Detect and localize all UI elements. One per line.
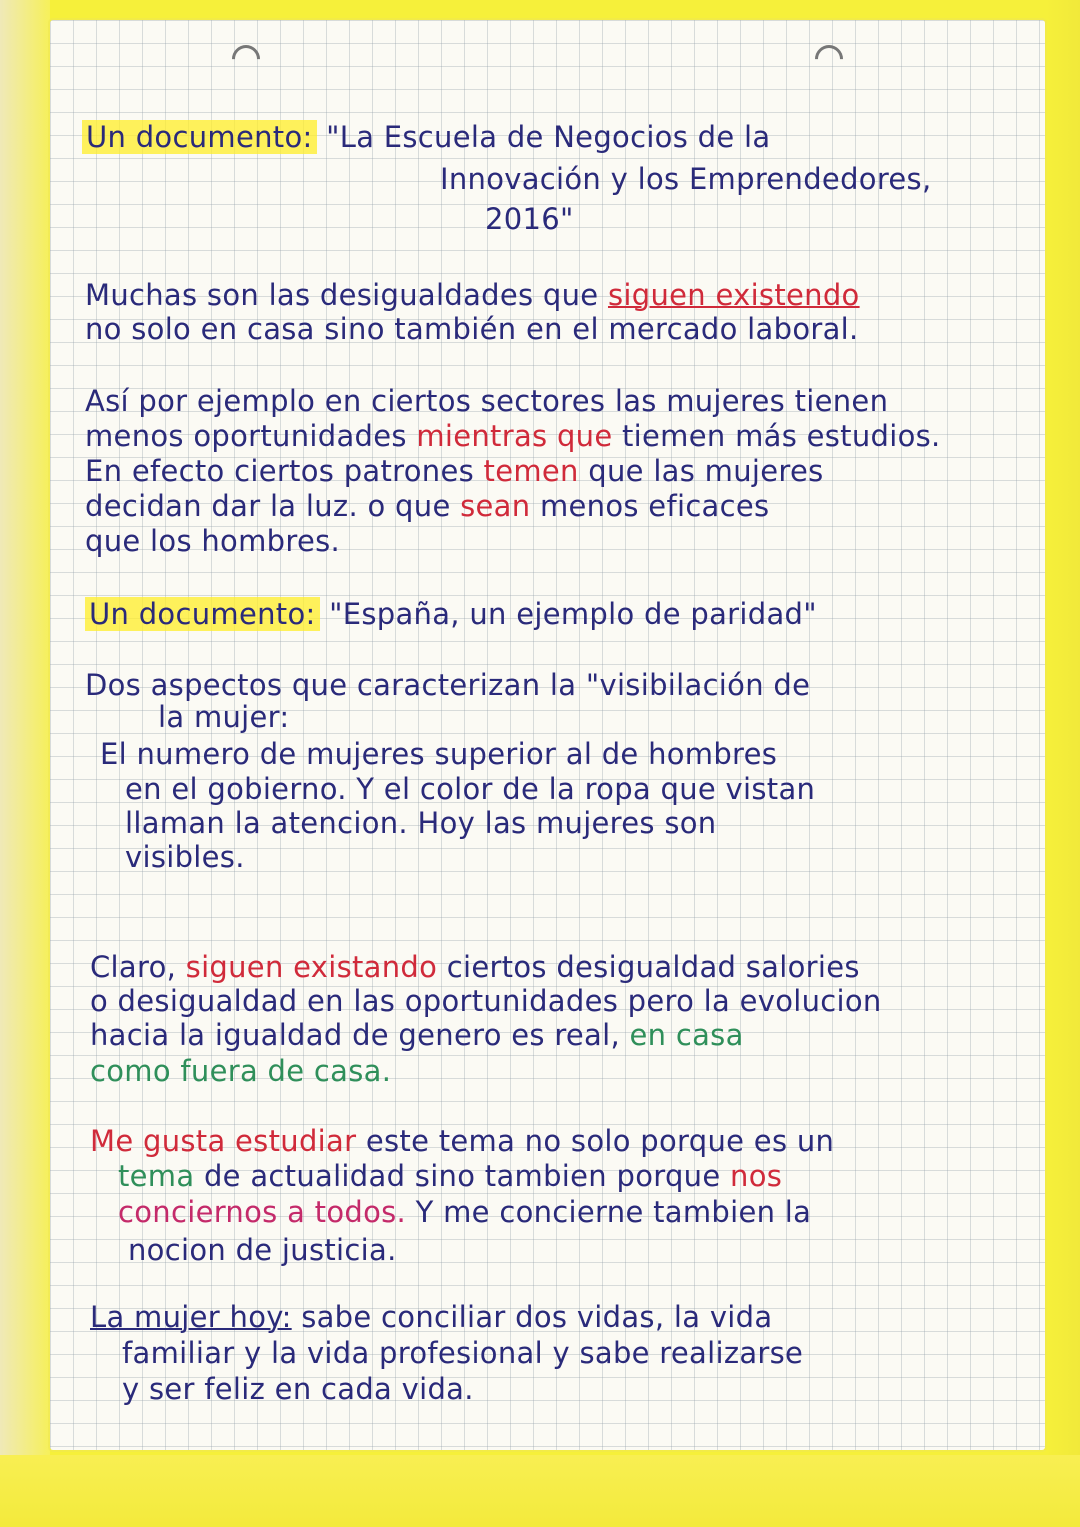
para5-text-a: Me gusta estudiar (90, 1124, 357, 1158)
para4-text-a: Claro, (90, 950, 177, 984)
para1-line1 (85, 278, 860, 312)
para3-line1: Dos aspectos que caracterizan la "visibilación de (85, 668, 811, 702)
para2-line4 (85, 489, 769, 523)
doc1-title-line3: 2016" (485, 202, 574, 236)
para5-line3 (118, 1195, 811, 1229)
para1-text-a: Muchas son las desigualdades que (85, 278, 599, 312)
para6-text-b: sabe conciliar dos vidas, la vida (301, 1300, 773, 1334)
para2-text-b: mientras que (416, 419, 613, 453)
para4-text-d: hacia la igualdad de genero es real, (90, 1018, 620, 1052)
para2-line2 (85, 419, 941, 453)
para2-line1: Así por ejemplo en ciertos sectores las mujeres tienen (85, 384, 889, 418)
doc2-heading-label: Un documento: (85, 597, 320, 631)
doc1-heading-label: Un documento: (82, 120, 317, 154)
para2-text-i: menos eficaces (539, 489, 770, 523)
para3-line6: visibles. (125, 840, 245, 874)
para4-line4: como fuera de casa. (90, 1054, 392, 1088)
para4-text-e: en casa (629, 1018, 744, 1052)
para1-line2: no solo en casa sino también en el mercado laboral. (85, 312, 859, 346)
para2-text-e: temen (483, 454, 579, 488)
para5-line4: nocion de justicia. (128, 1233, 397, 1267)
para3-line2: la mujer: (158, 700, 290, 734)
para5-text-d: de actualidad sino tambien porque (203, 1159, 721, 1193)
para2-text-f: que las mujeres (588, 454, 824, 488)
para2-line5: que los hombres. (85, 524, 341, 558)
para6-text-a: La mujer hoy: (90, 1300, 292, 1334)
para2-line3 (85, 454, 824, 488)
doc1-title-line1: "La Escuela de Negocios de la (326, 120, 771, 154)
para5-text-f: conciernos a todos. (118, 1195, 407, 1229)
para2-text-h: sean (460, 489, 531, 523)
para5-text-e: nos (730, 1159, 783, 1193)
para3-line5: llaman la atencion. Hoy las mujeres son (125, 806, 717, 840)
para2-text-d: En efecto ciertos patrones (85, 454, 475, 488)
para3-line4: en el gobierno. Y el color de la ropa que vistan (125, 772, 816, 806)
bottom-yellow-band (0, 1455, 1080, 1527)
doc1-heading (82, 120, 770, 154)
para4-text-b: siguen existando (185, 950, 438, 984)
para4-line2: o desigualdad en las oportunidades pero la evolucion (90, 984, 882, 1018)
para3-line3: El numero de mujeres superior al de hombres (100, 737, 778, 771)
para2-text-g: decidan dar la luz. o que (85, 489, 451, 523)
doc2-heading (85, 597, 817, 631)
para4-line1 (90, 950, 860, 984)
para2-text-c: tiemen más estudios. (622, 419, 941, 453)
para4-text-c: ciertos desigualdad salories (446, 950, 860, 984)
para6-line1 (90, 1300, 772, 1334)
para5-text-b: este tema no solo porque es un (365, 1124, 835, 1158)
left-yellow-band (0, 0, 50, 1527)
para5-line1 (90, 1124, 834, 1158)
para2-text-a: menos oportunidades (85, 419, 407, 453)
doc2-title: "España, un ejemplo de paridad" (329, 597, 817, 631)
para1-text-b: siguen existendo (607, 278, 860, 312)
para5-text-g: Y me concierne tambien la (415, 1195, 812, 1229)
para5-line2 (118, 1159, 782, 1193)
right-yellow-band (1045, 0, 1080, 1527)
para6-line2: familiar y la vida profesional y sabe realizarse (122, 1336, 804, 1370)
para5-text-c: tema (118, 1159, 195, 1193)
doc1-title-line2: Innovación y los Emprendedores, (440, 162, 932, 196)
para4-line3 (90, 1018, 744, 1052)
para6-line3: y ser feliz en cada vida. (122, 1372, 474, 1406)
